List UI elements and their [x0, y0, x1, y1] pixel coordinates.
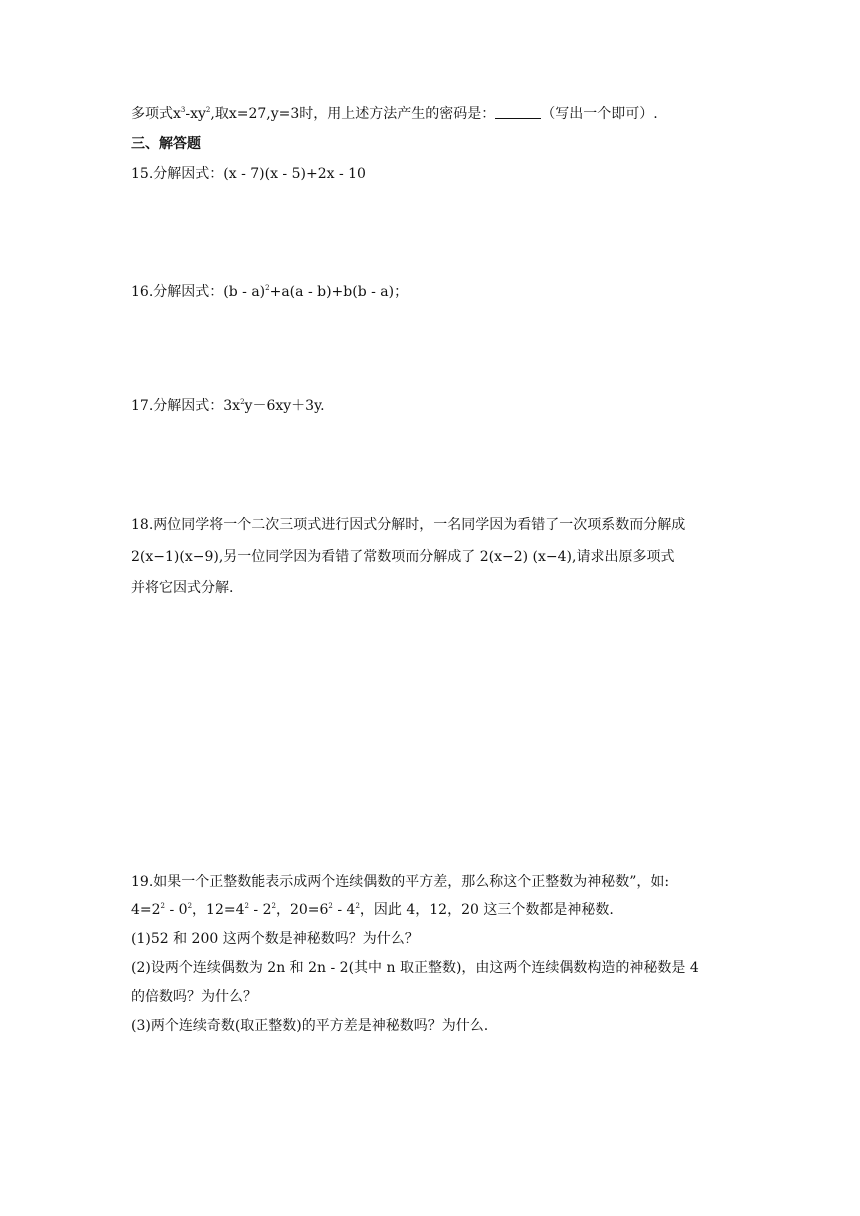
q16-suffix: +a(a - b)+b(b - a)；: [269, 284, 409, 300]
q19-exponent: 2: [271, 902, 276, 910]
q19-eq-part: - 2: [248, 902, 272, 918]
question-19-line-2: [131, 900, 614, 920]
q14-mid: -xy: [185, 106, 206, 122]
question-19-sub-2-line-2: 的倍数吗？为什么？: [131, 989, 257, 1005]
question-19-sub-2-line-1: (2)设两个连续偶数为 2n 和 2n - 2(其中 n 取正整数)，由这两个连续偶数构造的神秘数是 4: [131, 960, 699, 976]
q16-prefix: 16.分解因式：(b - a): [131, 284, 266, 300]
q19-exponent: 2: [244, 902, 249, 910]
q19-eq-part: ，12=4: [192, 902, 245, 918]
q17-prefix: 17.分解因式：3x: [131, 398, 241, 414]
q19-exponent: 2: [187, 902, 193, 910]
q19-eq-part: 4=2: [131, 902, 161, 918]
section-title: 三、解答题: [131, 136, 201, 152]
q14-tail-text: ,取x=27,y=3时，用上述方法产生的密码是：: [210, 106, 496, 122]
question-19-sub-3: (3)两个连续奇数(取正整数)的平方差是神秘数吗？为什么.: [131, 1018, 489, 1034]
question-18-line-2: 2(x−1)(x−9),另一位同学因为看错了常数项而分解成了 2(x−2) (x−4),请求出原多项式: [131, 549, 675, 565]
q14-exponent: 2: [205, 106, 211, 114]
q19-line-2-tail: ，因此 4，12，20 这三个数都是神秘数.: [359, 902, 614, 918]
q19-eq-part: - 0: [165, 902, 188, 918]
q17-exponent: 2: [240, 398, 245, 406]
answer-blank[interactable]: [495, 106, 541, 119]
question-16: [131, 282, 408, 302]
q14-exponent: 3: [180, 106, 186, 114]
question-19-line-1: 19.如果一个正整数能表示成两个连续偶数的平方差，那么称这个正整数为神秘数”，如:: [131, 874, 670, 890]
q19-exponent: 2: [355, 902, 360, 910]
q19-eq-part: ，20=6: [275, 902, 329, 918]
q16-exponent: 2: [265, 284, 270, 292]
question-15: 15.分解因式：(x - 7)(x - 5)+2x - 10: [131, 166, 366, 182]
q14-after-blank: （写出一个即可）.: [541, 106, 658, 122]
q14-tail-line: [131, 104, 658, 124]
question-18-line-3: 并将它因式分解.: [131, 580, 234, 596]
q17-suffix: y－6xy＋3y.: [244, 398, 325, 414]
q14-prefix: 多项式x: [131, 106, 181, 122]
q19-eq-part: - 4: [332, 902, 356, 918]
question-18-line-1: 18.两位同学将一个二次三项式进行因式分解时，一名同学因为看错了一次项系数而分解成: [131, 517, 686, 533]
question-19-sub-1: (1)52 和 200 这两个数是神秘数吗？为什么？: [131, 931, 419, 947]
question-17: [131, 396, 325, 416]
q19-exponent: 2: [160, 902, 166, 910]
q19-exponent: 2: [328, 902, 333, 910]
